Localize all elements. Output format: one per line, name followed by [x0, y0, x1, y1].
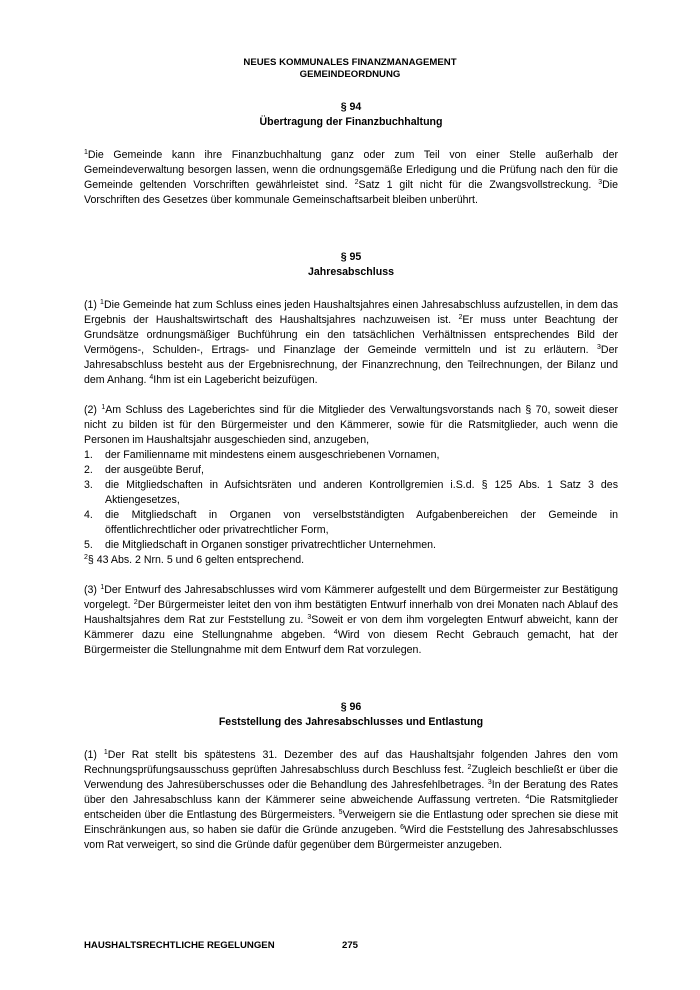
- section-title: Jahresabschluss: [308, 266, 394, 278]
- sentence-text: Die Vorschriften des Gesetzes über kommunale Gemeinschaftsarbeit bleiben unberührt.: [84, 179, 618, 206]
- sentence-number: 2: [467, 764, 472, 771]
- sentence-number: 4: [149, 374, 154, 381]
- sentence-number: 2: [458, 314, 463, 321]
- section-96: [84, 700, 618, 853]
- list-number: 1.: [84, 449, 93, 461]
- list-number: 4.: [84, 509, 93, 521]
- sentence-number: 6: [400, 824, 404, 831]
- sentence-text: Satz 1 gilt nicht für die Zwangsvollstreckung.: [358, 179, 599, 191]
- sentence-text: Der Rat stellt bis spätestens 31. Dezember des auf das Haushaltsjahr folgenden Jahres den vom Rechnungsprüfungsausschuss geprüften Jahresabschluss durch Beschluss fest.: [84, 749, 619, 776]
- sentence-text: Zugleich beschließt er über die Verwendung des Jahresüberschusses oder die Behandlung des Jahresfehlbetrages.: [84, 764, 618, 791]
- header-line-2: GEMEINDEORDNUNG: [299, 68, 401, 80]
- sentence-text: Ihm ist ein Lagebericht beizufügen.: [153, 374, 318, 386]
- sentence-number: 3: [598, 179, 603, 186]
- page-footer: [84, 938, 359, 953]
- list-number: 2.: [84, 464, 93, 476]
- page-number: 275: [342, 940, 359, 951]
- sentence-number: 1: [101, 404, 106, 411]
- paragraph-1: [84, 298, 618, 388]
- section-title: Feststellung des Jahresabschlusses und Entlastung: [218, 716, 484, 728]
- sentence-text: Am Schluss des Lageberichtes sind für die Mitglieder des Verwaltungsvorstands nach § 70, soweit dieser nicht zu bilden ist für den Bürgermeister und den Kämmerer, sowie für die Ratsmitglieder, auch wenn die Personen im Haushaltsjahr ausgeschieden sind, anzugeben,: [84, 404, 618, 446]
- sentence-number: 2: [354, 179, 359, 186]
- list-item: [84, 478, 618, 508]
- sentence-number: 1: [103, 749, 108, 756]
- sentence-number: 1: [100, 299, 104, 306]
- enumeration-list: [84, 448, 618, 553]
- paragraph-3: [84, 583, 618, 658]
- footer-label: HAUSHALTSRECHTLICHE REGELUNGEN: [84, 940, 275, 951]
- sentence-number: 1: [100, 584, 105, 591]
- header-line-1: NEUES KOMMUNALES FINANZMANAGEMENT: [243, 57, 457, 68]
- section-95: [84, 250, 618, 658]
- paragraph-2-closing: $^2$§ 43 Abs. 2 Nrn. 5 und 6 gelten entsprechend.: [84, 554, 305, 566]
- sentence-text: Wird die Feststellung des Jahresabschlusses vom Rat verweigert, so sind die Gründe dafür gegenüber dem Bürgermeister anzugeben.: [84, 824, 618, 851]
- sentence-number: 5: [338, 809, 343, 816]
- sentence-number: 2: [133, 599, 138, 606]
- paragraph-prefix: (1): [84, 299, 101, 311]
- sentence-number: 3: [487, 779, 492, 786]
- paragraph: [84, 148, 618, 208]
- list-item: [84, 448, 618, 463]
- sentence-text: In der Beratung des Rates über den Jahresabschluss kann der Kämmerer seine abweichende Auffassung vertreten.: [84, 779, 619, 806]
- list-number: 3.: [84, 479, 93, 491]
- document-header: [0, 57, 700, 80]
- sentence-number: 3: [597, 344, 601, 351]
- list-number: 5.: [84, 539, 93, 551]
- paragraph-prefix: (3): [84, 584, 101, 596]
- list-text: die Mitgliedschaften in Aufsichtsräten und anderen Kontrollgremien i.S.d. § 125 Abs. 1 Satz 3 des Aktiengesetzes,: [105, 479, 618, 506]
- list-text: der ausgeübte Beruf,: [105, 464, 204, 476]
- sentence-text: Die Gemeinde kann ihre Finanzbuchhaltung ganz oder zum Teil von einer Stelle außerhalb der Gemeindeverwaltung besorgen lassen, wenn die ordnungsgemäße Erledigung und die Prüfung nach den für die Gemeinde geltenden Vorschriften gewährleistet sind.: [84, 149, 618, 191]
- sentence-text: Der Entwurf des Jahresabschlusses wird vom Kämmerer aufgestellt und dem Bürgermeister zur Bestätigung vorgelegt.: [84, 584, 618, 611]
- document-body: [84, 100, 618, 853]
- section-number: § 94: [340, 101, 362, 113]
- list-item: [84, 538, 618, 553]
- list-text: der Familienname mit mindestens einem ausgeschriebenen Vornamen,: [105, 449, 440, 461]
- section-title: Übertragung der Finanzbuchhaltung: [259, 116, 443, 128]
- sentence-text: Verweigern sie die Entlastung oder sprechen sie diese mit Einschränkungen aus, so haben sie dafür die Gründe anzugeben.: [84, 809, 618, 836]
- sentence-text: Der Bürgermeister leitet den von ihm bestätigten Entwurf innerhalb von drei Monaten nach Ablauf des Haushaltsjahres dem Rat zur Feststellung zu.: [84, 599, 618, 626]
- sentence-text: Die Gemeinde hat zum Schluss eines jeden Haushaltsjahres einen Jahresabschluss aufzustellen, in dem das Ergebnis der Haushaltswirtschaft des Haushaltsjahres nachzuweisen ist.: [84, 299, 618, 326]
- paragraph-prefix: (2): [84, 404, 102, 416]
- sentence-text: Der Jahresabschluss besteht aus der Ergebnisrechnung, der Finanzrechnung, den Teilrechnungen, der Bilanz und dem Anhang.: [84, 344, 618, 386]
- list-item: [84, 463, 618, 478]
- sentence-number: 4: [333, 629, 338, 636]
- paragraph-1: [84, 748, 618, 853]
- paragraph-2: [84, 403, 618, 568]
- list-item: [84, 508, 618, 538]
- sentence-number: 4: [525, 794, 530, 801]
- sentence-number: 3: [307, 614, 312, 621]
- sentence-text: Er muss unter Beachtung der Grundsätze ordnungsmäßiger Buchführung ein den tatsächlichen Verhältnissen entsprechendes Bild der Vermögens-, Schulden-, Ertrags- und Finanzlage der Gemeinde vermitteln und ist zu erläutern.: [84, 314, 618, 356]
- paragraph-prefix: (1): [84, 749, 104, 761]
- sentence-text: Soweit er von dem ihm vorgelegten Entwurf abweicht, kann der Kämmerer dazu eine Stellungnahme abgeben.: [84, 614, 619, 641]
- sentence-text: Die Ratsmitglieder entscheiden über die Entlastung des Bürgermeisters.: [84, 794, 618, 821]
- sentence-number: 1: [84, 149, 88, 156]
- section-number: § 96: [340, 701, 362, 713]
- section-94: [84, 100, 618, 208]
- list-text: die Mitgliedschaft in Organen sonstiger privatrechtlicher Unternehmen.: [105, 539, 436, 551]
- list-text: die Mitgliedschaft in Organen von verselbstständigten Aufgabenbereichen der Gemeinde in öffentlichrechtlicher oder privatrechtlicher Form,: [105, 509, 618, 536]
- section-number: § 95: [340, 251, 362, 263]
- sentence-text: Wird von diesem Recht Gebrauch gemacht, hat der Bürgermeister die Stellungnahme mit dem Entwurf dem Rat vorzulegen.: [84, 629, 618, 656]
